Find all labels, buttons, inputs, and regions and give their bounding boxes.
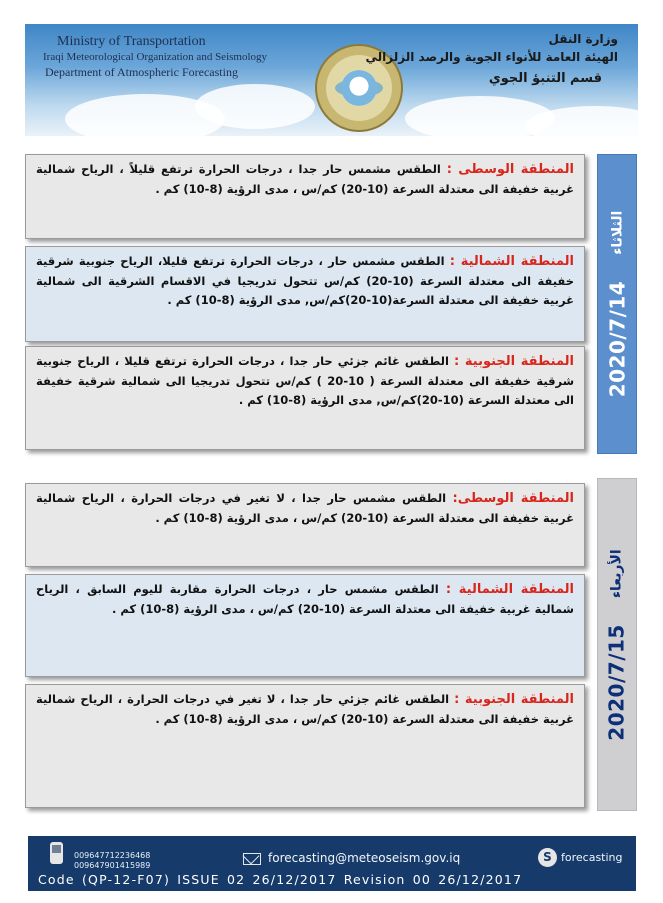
document-code-line: Code (QP-12-F07) ISSUE 02 26/12/2017 Revision 00 26/12/2017 (38, 872, 523, 887)
forecast-southern-region-day1 (25, 346, 585, 450)
mobile-phone-icon (50, 842, 63, 864)
date-band-label (605, 549, 629, 740)
department-name-en: Department of Atmospheric Forecasting (45, 65, 238, 79)
region-forecast-text: الطقس مشمس حار ، درجات الحرارة مقاربة لليوم السابق ، الرياح شمالية غربية خفيفة الى معتدلة السرعة (10-20) كم/س ، مدى الرؤية (8-10) كم . (36, 582, 574, 616)
region-forecast-text: الطقس مشمس حار جدا ، درجات الحرارة ترتفع قليلاً ، الرياح شمالية غربية خفيفة الى معتدلة السرعة (10-20) كم/س ، مدى الرؤية (8-10) كم . (36, 162, 574, 196)
forecast-date: 2020/7/14 (605, 280, 630, 398)
region-forecast-text: الطقس مشمس حار ، درجات الحرارة ترتفع قليلا، الرياح جنوبية شرقية خفيفة الى معتدلة السرعة (10-20) كم/س تتحول تدريجيا في الاقسام الشرقية الى شمالية غربية خفيفة الى معتدلة السرعة(10-20)كم/س, مدى الرؤية (8-10) كم . (36, 254, 574, 307)
region-name: المنطقة الوسطى: (452, 491, 574, 506)
forecast-central-region-day1 (25, 154, 585, 239)
date-band-label (605, 211, 629, 398)
forecast-date: 2020/7/15 (605, 623, 630, 741)
phone-number-2: 009647901415989 (74, 861, 151, 870)
ministry-name-en: Ministry of Transportation (57, 34, 206, 49)
forecast-southern-region-day2 (25, 684, 585, 808)
document-footer (28, 836, 636, 891)
region-forecast-text: الطقس غائم جزئي حار جدا ، لا تغير في درجات الحرارة ، الرياح شمالية غربية خفيفة الى معتدلة السرعة (10-20) كم/س ، مدى الرؤية (8-10) كم . (36, 692, 574, 726)
date-band-day1 (597, 154, 637, 454)
phone-numbers (74, 851, 150, 871)
region-name: المنطقة الشمالية : (449, 254, 574, 269)
region-name: المنطقة الوسطى : (446, 162, 574, 177)
forecast-weekday: الثلاثاء (609, 210, 626, 255)
forecast-weekday: الأربعاء (609, 548, 626, 598)
envelope-icon (243, 853, 261, 865)
region-forecast-text: الطقس غائم جزئي حار جدا ، درجات الحرارة ترتفع قليلا ، الرياح جنوبية شرقية خفيفة الى معتدلة السرعة ( 10-20 ) كم/س تتحول تدريجيا الى شمالية شرقية خفيفة الى معتدلة السرعة (10-20)كم/س, مدى الرؤية (8-10) كم . (36, 354, 575, 407)
organization-name-ar: الهيئة العامة للأنواء الجوية والرصد الزلزالي (365, 50, 618, 64)
department-name-ar: قسم التنبؤ الجوي (488, 71, 602, 86)
date-band-day2 (597, 478, 637, 811)
skype-handle[interactable]: forecasting (561, 851, 623, 864)
contact-email[interactable]: forecasting@meteoseism.gov.iq (268, 851, 461, 865)
region-name: المنطقة الجنوبية : (454, 692, 574, 707)
forecast-central-region-day2 (25, 483, 585, 567)
organization-name-en: Iraqi Meteorological Organization and Seismology (43, 51, 268, 63)
forecast-northern-region-day1 (25, 246, 585, 342)
forecast-northern-region-day2 (25, 574, 585, 677)
region-forecast-text: الطقس مشمس حار جدا ، لا تغير في درجات الحرارة ، الرياح شمالية غربية خفيفة الى معتدلة السرعة (10-20) كم/س ، مدى الرؤية (8-10) كم . (36, 491, 574, 525)
letterhead-banner (25, 24, 638, 136)
phone-number-1: 009647712236468 (74, 851, 151, 860)
header-english-block (43, 34, 267, 80)
header-arabic-block (366, 32, 618, 86)
region-name: المنطقة الشمالية : (445, 582, 574, 597)
ministry-name-ar: وزارة النقل (548, 32, 618, 46)
cloud-decoration (195, 84, 315, 129)
region-name: المنطقة الجنوبية : (454, 354, 575, 369)
skype-icon: S (538, 848, 557, 867)
